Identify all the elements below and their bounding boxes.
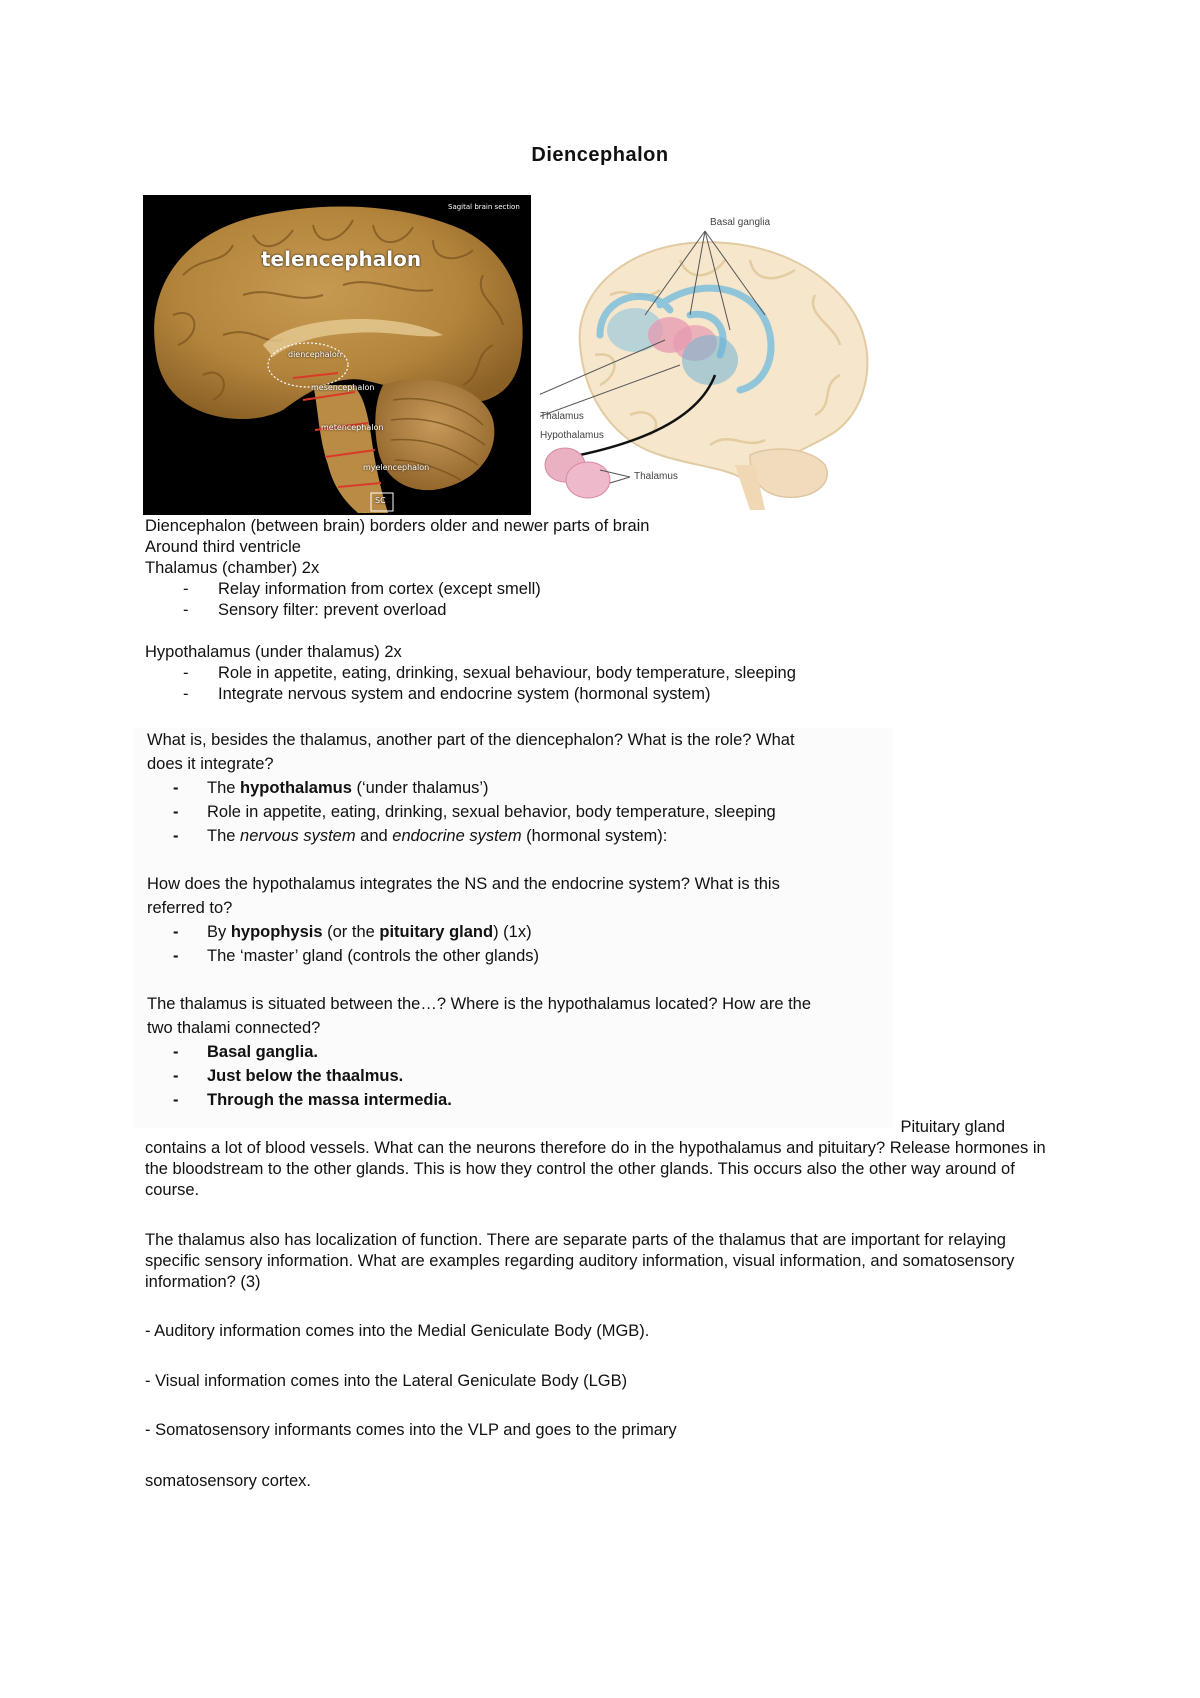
question-3-line-2: two thalami connected?: [147, 1019, 321, 1037]
example-somatosensory: - Somatosensory informants comes into the VLP and goes to the primary: [145, 1421, 677, 1439]
sagittal-brain-photo: [143, 195, 531, 515]
question-3-line-1: The thalamus is situated between the…? Where is the hypothalamus located? How are the: [147, 995, 812, 1013]
intro-notes: [145, 516, 1045, 705]
hypothalamus-heading: Hypothalamus (under thalamus) 2x: [145, 643, 402, 661]
answer-1-2: - Role in appetite, eating, drinking, sexual behavior, body temperature, sleeping: [147, 800, 887, 824]
list-item: - Sensory filter: prevent overload: [145, 600, 1045, 621]
question-2-line-2: referred to?: [147, 899, 233, 917]
localization-paragraph: The thalamus also has localization of function. There are separate parts of the thalamus that are important for relaying specific sensory information. What are examples regarding auditory information, visual information, and somatosensory information? (3): [145, 1231, 1015, 1291]
answer-3-2: - Just below the thaalmus.: [147, 1064, 887, 1088]
intro-line-1: Diencephalon (between brain) borders older and newer parts of brain: [145, 517, 650, 535]
photo-caption: Sagital brain section: [448, 203, 520, 211]
answers-3: [147, 1040, 887, 1112]
qa-block: [133, 728, 893, 1128]
example-somatosensory-continued: somatosensory cortex.: [145, 1472, 311, 1490]
list-item: - Relay information from cortex (except smell): [145, 579, 1045, 600]
label-hypothalamus: Hypothalamus: [540, 430, 604, 441]
pituitary-paragraph: contains a lot of blood vessels. What can the neurons therefore do in the hypothalamus and pituitary? Release hormones in the bloodstream to the other glands. This is how they control the other glands. This occurs also the other way around of course.: [145, 1139, 1046, 1199]
list-item: - Integrate nervous system and endocrine system (hormonal system): [145, 684, 1045, 705]
question-1: [147, 728, 887, 776]
hypothalamus-list: [145, 663, 1045, 705]
answers-2: [147, 920, 887, 968]
answers-1: [147, 776, 887, 848]
intro-line-2: Around third ventricle: [145, 538, 301, 556]
label-telencephalon: telencephalon: [261, 247, 422, 271]
answer-2-1: - By hypophysis (or the pituitary gland) (1x): [147, 920, 887, 944]
example-auditory: - Auditory information comes into the Medial Geniculate Body (MGB).: [145, 1322, 650, 1340]
label-metencephalon: metencephalon: [321, 423, 384, 432]
question-2-line-1: How does the hypothalamus integrates the NS and the endocrine system? What is this: [147, 875, 780, 893]
label-diencephalon: diencephalon: [288, 350, 342, 359]
page-title: Diencephalon: [531, 144, 669, 166]
label-thalamus-bottom: Thalamus: [634, 471, 678, 482]
answer-3-1: - Basal ganglia.: [147, 1040, 887, 1064]
answer-1-3: - The nervous system and endocrine system (hormonal system):: [147, 824, 887, 848]
question-1-line-1: What is, besides the thalamus, another part of the diencephalon? What is the role? What: [147, 731, 795, 749]
question-1-line-2: does it integrate?: [147, 755, 274, 773]
label-sc: SC: [375, 496, 386, 505]
label-thalamus-top: Thalamus: [540, 411, 584, 422]
brain-illustration-drawing: [540, 215, 880, 515]
thalamus-list: [145, 579, 1045, 621]
brain-illustration: [540, 215, 880, 515]
answer-2-2: - The ‘master’ gland (controls the other glands): [147, 944, 887, 968]
question-3: [147, 992, 887, 1040]
answer-3-3: - Through the massa intermedia.: [147, 1088, 887, 1112]
label-myelencephalon: myelencephalon: [363, 463, 430, 472]
example-visual: - Visual information comes into the Lateral Geniculate Body (LGB): [145, 1372, 628, 1390]
list-item: - Role in appetite, eating, drinking, sexual behaviour, body temperature, sleeping: [145, 663, 1045, 684]
label-basal-ganglia: Basal ganglia: [710, 217, 771, 228]
question-2: [147, 872, 887, 920]
label-mesencephalon: mesencephalon: [311, 383, 375, 392]
pituitary-lead: Pituitary gland: [900, 1118, 1005, 1136]
thalamus-heading: Thalamus (chamber) 2x: [145, 559, 320, 577]
answer-1-1: - The hypothalamus (‘under thalamus’): [147, 776, 887, 800]
